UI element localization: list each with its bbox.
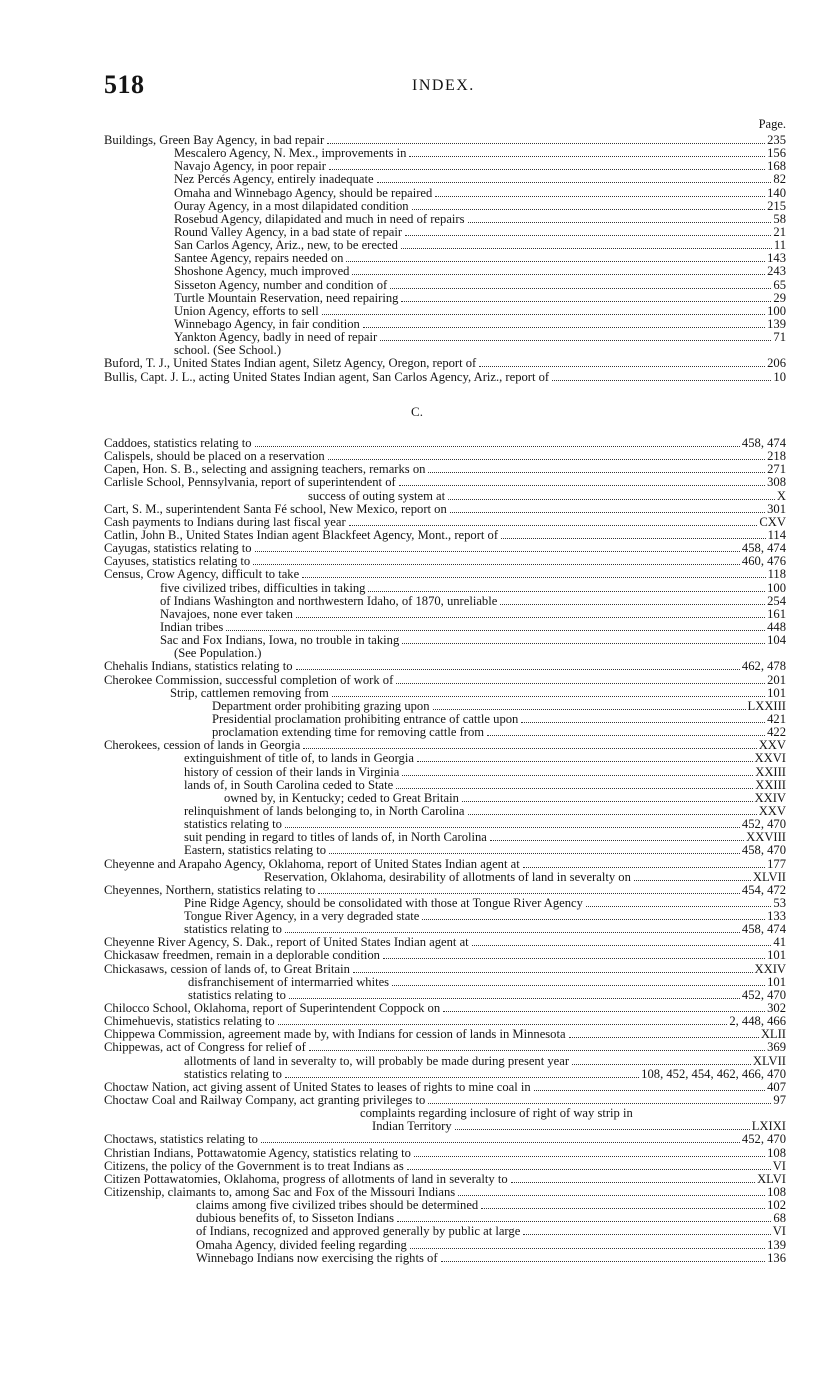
dot-leader bbox=[428, 1103, 771, 1104]
dot-leader bbox=[327, 143, 765, 144]
entry-text: history of cession of their lands in Virginia bbox=[184, 764, 400, 779]
entry-page-ref: 271 bbox=[767, 462, 786, 477]
entry-page-ref: 454, 472 bbox=[741, 882, 786, 897]
entry-text: Mescalero Agency, N. Mex., improvements in bbox=[174, 146, 407, 161]
dot-leader bbox=[226, 630, 765, 631]
dot-leader bbox=[399, 485, 765, 486]
entry-page-ref: 82 bbox=[773, 172, 786, 187]
entry-page-ref: 235 bbox=[767, 133, 786, 147]
index-entry bbox=[104, 503, 786, 516]
entry-text: extinguishment of title of, to lands in Georgia bbox=[184, 751, 414, 766]
entry-text: Caddoes, statistics relating to bbox=[104, 436, 252, 450]
dot-leader bbox=[332, 696, 765, 697]
dot-leader bbox=[255, 446, 740, 447]
index-entry bbox=[104, 792, 786, 805]
index-entry bbox=[104, 1147, 786, 1160]
entry-page-ref: XXV bbox=[758, 738, 786, 753]
entry-page-ref: 452, 470 bbox=[741, 817, 786, 832]
entry-text: Citizens, the policy of the Government is to treat Indians as bbox=[104, 1158, 404, 1173]
entry-page-ref: XXVIII bbox=[746, 830, 786, 845]
entry-text: statistics relating to bbox=[188, 987, 286, 1002]
entry-page-ref: 206 bbox=[767, 356, 786, 371]
dot-leader bbox=[468, 222, 772, 223]
entry-page-ref: 168 bbox=[767, 159, 786, 174]
entry-page-ref: 458, 474 bbox=[741, 541, 786, 556]
index-entry bbox=[104, 963, 786, 976]
dot-leader bbox=[349, 525, 758, 526]
dot-leader bbox=[303, 748, 756, 749]
entry-page-ref: 161 bbox=[767, 606, 786, 621]
entry-text: Rosebud Agency, dilapidated and much in need of repairs bbox=[174, 211, 465, 226]
index-entry bbox=[104, 213, 786, 226]
dot-leader bbox=[285, 932, 740, 933]
entry-page-ref: 462, 478 bbox=[741, 659, 786, 674]
entry-text: Nez Percés Agency, entirely inadequate bbox=[174, 172, 374, 187]
entry-text: Reservation, Oklahoma, desirability of allotments of land in severalty on bbox=[264, 869, 631, 884]
index-entry bbox=[104, 1068, 786, 1081]
entry-text: Choctaw Coal and Railway Company, act granting privileges to bbox=[104, 1093, 426, 1108]
entry-page-ref: 448 bbox=[767, 619, 786, 634]
entry-page-ref: 100 bbox=[767, 303, 786, 318]
entry-text: San Carlos Agency, Ariz., new, to be erected bbox=[174, 238, 398, 253]
index-entry bbox=[104, 858, 786, 871]
index-entry bbox=[104, 292, 786, 305]
entry-page-ref: XXV bbox=[758, 803, 786, 818]
entry-page-ref: 218 bbox=[767, 449, 786, 464]
entry-page-ref: 100 bbox=[767, 580, 786, 595]
entry-text: allotments of land in severalty to, will probably be made during present year bbox=[184, 1053, 570, 1068]
entry-page-ref: 29 bbox=[773, 290, 786, 305]
entry-text: Cayuses, statistics relating to bbox=[104, 554, 251, 569]
entry-text: Census, Crow Agency, difficult to take bbox=[104, 567, 300, 582]
index-entry bbox=[104, 371, 786, 384]
entry-page-ref: 452, 470 bbox=[741, 1132, 786, 1147]
dot-leader bbox=[353, 972, 753, 973]
dot-leader bbox=[296, 669, 740, 670]
entry-text: Sisseton Agency, number and condition of bbox=[174, 277, 388, 292]
entry-page-ref: 301 bbox=[767, 501, 786, 516]
entry-text: Chilocco School, Oklahoma, report of Superintendent Coppock on bbox=[104, 1001, 441, 1016]
page-column-label: Page. bbox=[758, 117, 786, 131]
dot-leader bbox=[572, 1064, 751, 1065]
entry-page-ref: XXIV bbox=[754, 961, 786, 976]
entry-text: Navajoes, none ever taken bbox=[160, 606, 293, 621]
index-entry bbox=[104, 949, 786, 962]
dot-leader bbox=[352, 274, 765, 275]
entry-page-ref: 58 bbox=[773, 211, 786, 226]
dot-leader bbox=[285, 827, 740, 828]
index-entry bbox=[104, 871, 786, 884]
dot-leader bbox=[318, 893, 740, 894]
entry-page-ref: 11 bbox=[773, 238, 786, 253]
dot-leader bbox=[412, 209, 766, 210]
entry-page-ref: 97 bbox=[773, 1093, 786, 1108]
entry-text: Chippewas, act of Congress for relief of bbox=[104, 1040, 306, 1055]
entry-page-ref: 101 bbox=[767, 685, 786, 700]
entry-text: (See Population.) bbox=[174, 646, 262, 661]
entry-text: Cayugas, statistics relating to bbox=[104, 541, 252, 556]
index-entry bbox=[104, 660, 786, 673]
entry-text: Winnebago Indians now exercising the rights of bbox=[196, 1250, 438, 1265]
entry-page-ref: 302 bbox=[767, 1001, 786, 1016]
dot-leader bbox=[634, 880, 751, 881]
entry-page-ref: 118 bbox=[767, 567, 786, 582]
dot-leader bbox=[278, 1024, 728, 1025]
dot-leader bbox=[329, 853, 740, 854]
entry-page-ref: LXXIII bbox=[747, 698, 786, 713]
entry-page-ref: 369 bbox=[767, 1040, 786, 1055]
index-entry bbox=[104, 265, 786, 278]
entry-text: lands of, in South Carolina ceded to State bbox=[184, 777, 394, 792]
entry-text: Santee Agency, repairs needed on bbox=[174, 251, 344, 266]
entry-page-ref: 65 bbox=[773, 277, 786, 292]
dot-leader bbox=[289, 998, 740, 999]
entry-text: Choctaw Nation, act giving assent of United States to leases of rights to mine coal in bbox=[104, 1079, 531, 1094]
entry-text: Cherokees, cession of lands in Georgia bbox=[104, 738, 301, 753]
dot-leader bbox=[501, 538, 766, 539]
dot-leader bbox=[586, 906, 772, 907]
entry-page-ref: 101 bbox=[767, 974, 786, 989]
dot-leader bbox=[417, 761, 753, 762]
entry-page-ref: XLVII bbox=[752, 1053, 786, 1068]
index-entry bbox=[104, 568, 786, 581]
entry-text: disfranchisement of intermarried whites bbox=[188, 974, 390, 989]
entry-page-ref: 71 bbox=[773, 330, 786, 345]
index-entry bbox=[104, 608, 786, 621]
entry-page-ref: VI bbox=[772, 1224, 786, 1239]
entry-text: Presidential proclamation prohibiting entrance of cattle upon bbox=[212, 711, 519, 726]
dot-leader bbox=[441, 1261, 766, 1262]
index-entry bbox=[104, 200, 786, 213]
index-entry bbox=[104, 305, 786, 318]
dot-leader bbox=[346, 261, 765, 262]
entry-page-ref: 460, 476 bbox=[741, 554, 786, 569]
index-entry bbox=[104, 1133, 786, 1146]
entry-page-ref: 452, 470 bbox=[741, 987, 786, 1002]
entry-text: complaints regarding inclosure of right of way strip in bbox=[360, 1106, 633, 1121]
entry-text: Bullis, Capt. J. L., acting United States Indian agent, San Carlos Agency, Ariz., report of bbox=[104, 369, 550, 384]
entry-text: Capen, Hon. S. B., selecting and assigning teachers, remarks on bbox=[104, 462, 426, 477]
entry-text: Buford, T. J., United States Indian agent, Siletz Agency, Oregon, report of bbox=[104, 356, 477, 371]
entry-page-ref: 136 bbox=[767, 1250, 786, 1265]
entry-page-ref: 215 bbox=[767, 198, 786, 213]
entry-page-ref: 104 bbox=[767, 633, 786, 648]
entry-text: Eastern, statistics relating to bbox=[184, 843, 326, 858]
dot-leader bbox=[401, 301, 771, 302]
entry-text: Omaha Agency, divided feeling regarding bbox=[196, 1237, 407, 1252]
entry-text: suit pending in regard to titles of lands of, in North Carolina bbox=[184, 830, 487, 845]
entry-text: Union Agency, efforts to sell bbox=[174, 303, 319, 318]
entry-text: Indian tribes bbox=[160, 619, 224, 634]
dot-leader bbox=[443, 1011, 765, 1012]
dot-leader bbox=[368, 591, 765, 592]
entry-page-ref: 308 bbox=[767, 475, 786, 490]
dot-leader bbox=[472, 945, 772, 946]
entry-text: Citizen Pottawatomies, Oklahoma, progress of allotments of land in severalty to bbox=[104, 1171, 508, 1186]
entry-text: Cheyenne River Agency, S. Dak., report of United States Indian agent at bbox=[104, 935, 469, 950]
dot-leader bbox=[569, 1037, 759, 1038]
dot-leader bbox=[322, 314, 765, 315]
entry-page-ref: 156 bbox=[767, 146, 786, 161]
entry-page-ref: CXV bbox=[759, 514, 786, 529]
entry-text: Christian Indians, Pottawatomie Agency, statistics relating to bbox=[104, 1145, 411, 1160]
entry-text: Shoshone Agency, much improved bbox=[174, 264, 350, 279]
index-entry bbox=[104, 976, 786, 989]
entry-text: Omaha and Winnebago Agency, should be repaired bbox=[174, 185, 433, 200]
entry-page-ref: 133 bbox=[767, 909, 786, 924]
entry-page-ref: 108 bbox=[767, 1145, 786, 1160]
entry-page-ref: X bbox=[776, 488, 786, 503]
entry-text: Chickasaw freedmen, remain in a deplorable condition bbox=[104, 948, 380, 963]
index-entry bbox=[104, 173, 786, 186]
entry-page-ref: 139 bbox=[767, 1237, 786, 1252]
entry-page-ref: 177 bbox=[767, 856, 786, 871]
dot-leader bbox=[523, 1234, 770, 1235]
entry-page-ref: XXIII bbox=[755, 764, 786, 779]
index-entry bbox=[104, 752, 786, 765]
entry-page-ref: 68 bbox=[773, 1211, 786, 1226]
entry-page-ref: 143 bbox=[767, 251, 786, 266]
dot-leader bbox=[487, 735, 765, 736]
dot-leader bbox=[329, 169, 765, 170]
index-entry bbox=[104, 595, 786, 608]
dot-leader bbox=[397, 1221, 771, 1222]
entry-text: Cash payments to Indians during last fiscal year bbox=[104, 514, 346, 529]
entry-page-ref: 422 bbox=[767, 725, 786, 740]
index-entry bbox=[104, 490, 786, 503]
dot-leader bbox=[490, 840, 744, 841]
entry-page-ref: XXIV bbox=[754, 790, 786, 805]
entry-page-ref: 458, 470 bbox=[741, 843, 786, 858]
entry-text: Tongue River Agency, in a very degraded state bbox=[184, 909, 420, 924]
dot-leader bbox=[468, 814, 757, 815]
entry-text: Round Valley Agency, in a bad state of repair bbox=[174, 224, 403, 239]
dot-leader bbox=[448, 499, 775, 500]
entry-text: owned by, in Kentucky; ceded to Great Britain bbox=[224, 790, 459, 805]
entry-text: Turtle Mountain Reservation, need repairing bbox=[174, 290, 399, 305]
entry-page-ref: XLII bbox=[760, 1027, 786, 1042]
dot-leader bbox=[414, 1156, 765, 1157]
entry-page-ref: XXIII bbox=[755, 777, 786, 792]
dot-leader bbox=[511, 1182, 755, 1183]
index-entry bbox=[104, 884, 786, 897]
dot-leader bbox=[401, 248, 772, 249]
dot-leader bbox=[405, 235, 771, 236]
index-entry bbox=[104, 844, 786, 857]
entry-text: Department order prohibiting grazing upon bbox=[212, 698, 430, 713]
dot-leader bbox=[407, 1169, 771, 1170]
entry-page-ref: 108, 452, 454, 462, 466, 470 bbox=[641, 1066, 786, 1081]
index-section-b bbox=[104, 134, 786, 384]
index-entry bbox=[104, 1252, 786, 1265]
index-entry bbox=[104, 779, 786, 792]
entry-text: Cheyenne and Arapaho Agency, Oklahoma, report of United States Indian agent at bbox=[104, 856, 520, 871]
dot-leader bbox=[261, 1142, 740, 1143]
index-entry bbox=[104, 1239, 786, 1252]
entry-page-ref: 114 bbox=[767, 527, 786, 542]
dot-leader bbox=[534, 1090, 765, 1091]
dot-leader bbox=[479, 366, 765, 367]
index-entry bbox=[104, 187, 786, 200]
dot-leader bbox=[422, 919, 765, 920]
entry-text: Chickasaws, cession of lands of, to Great Britain bbox=[104, 961, 350, 976]
dot-leader bbox=[428, 472, 765, 473]
dot-leader bbox=[523, 867, 765, 868]
entry-page-ref: XLVII bbox=[752, 869, 786, 884]
entry-text: Chippewa Commission, agreement made by, with Indians for cession of lands in Minnesota bbox=[104, 1027, 566, 1042]
dot-leader bbox=[433, 709, 746, 710]
entry-text: Sac and Fox Indians, Iowa, no trouble in taking bbox=[160, 633, 400, 648]
dot-leader bbox=[392, 985, 765, 986]
entry-text: Buildings, Green Bay Agency, in bad repair bbox=[104, 133, 325, 147]
entry-page-ref: 421 bbox=[767, 711, 786, 726]
page-number: 518 bbox=[104, 70, 145, 99]
entry-page-ref: VI bbox=[772, 1158, 786, 1173]
dot-leader bbox=[363, 327, 765, 328]
dot-leader bbox=[410, 1248, 765, 1249]
entry-page-ref: 101 bbox=[767, 948, 786, 963]
entry-page-ref: 102 bbox=[767, 1198, 786, 1213]
entry-text: Catlin, John B., United States Indian agent Blackfeet Agency, Mont., report of bbox=[104, 527, 499, 542]
running-head: INDEX. bbox=[412, 77, 475, 94]
entry-text: school. (See School.) bbox=[174, 343, 282, 358]
dot-leader bbox=[380, 340, 771, 341]
entry-text: Winnebago Agency, in fair condition bbox=[174, 316, 360, 331]
entry-page-ref: 139 bbox=[767, 316, 786, 331]
index-entry bbox=[104, 1160, 786, 1173]
entry-text: Chimehuevis, statistics relating to bbox=[104, 1014, 275, 1029]
entry-page-ref: XXVI bbox=[754, 751, 786, 766]
dot-leader bbox=[435, 196, 765, 197]
dot-leader bbox=[409, 156, 765, 157]
entry-text: Pine Ridge Agency, should be consolidated with those at Tongue River Agency bbox=[184, 895, 583, 910]
entry-page-ref: 21 bbox=[773, 224, 786, 239]
index-entry bbox=[104, 582, 786, 595]
entry-text: success of outing system at bbox=[308, 488, 446, 503]
dot-leader bbox=[500, 604, 765, 605]
entry-text: five civilized tribes, difficulties in taking bbox=[160, 580, 366, 595]
dot-leader bbox=[309, 1050, 765, 1051]
entry-text: Cherokee Commission, successful completion of work of bbox=[104, 672, 394, 687]
index-entry bbox=[104, 1225, 786, 1238]
entry-text: Strip, cattlemen removing from bbox=[170, 685, 329, 700]
dot-leader bbox=[552, 380, 771, 381]
entry-text: statistics relating to bbox=[184, 1066, 282, 1081]
entry-text: Navajo Agency, in poor repair bbox=[174, 159, 327, 174]
dot-leader bbox=[481, 1208, 765, 1209]
dot-leader bbox=[328, 459, 765, 460]
dot-leader bbox=[255, 551, 740, 552]
dot-leader bbox=[253, 564, 740, 565]
dot-leader bbox=[402, 775, 753, 776]
entry-page-ref: 201 bbox=[767, 672, 786, 687]
entry-text: Indian Territory bbox=[372, 1119, 452, 1134]
dot-leader bbox=[383, 958, 765, 959]
dot-leader bbox=[462, 801, 753, 802]
dot-leader bbox=[390, 288, 771, 289]
index-entry bbox=[104, 1041, 786, 1054]
entry-page-ref: 108 bbox=[767, 1185, 786, 1200]
index-entry bbox=[104, 357, 786, 370]
entry-page-ref: 243 bbox=[767, 264, 786, 279]
index-entry bbox=[104, 687, 786, 700]
dot-leader bbox=[450, 512, 765, 513]
index-section-c bbox=[104, 437, 786, 1265]
dot-leader bbox=[455, 1129, 750, 1130]
index-entry bbox=[104, 476, 786, 489]
entry-page-ref: 2, 448, 466 bbox=[729, 1014, 786, 1029]
index-entry bbox=[104, 1055, 786, 1068]
entry-page-ref: LXIXI bbox=[751, 1119, 786, 1134]
section-letter-c: C. bbox=[411, 404, 423, 419]
entry-text: relinquishment of lands belonging to, in North Carolina bbox=[184, 803, 465, 818]
entry-page-ref: 10 bbox=[773, 369, 786, 384]
dot-leader bbox=[296, 617, 765, 618]
dot-leader bbox=[285, 1077, 639, 1078]
entry-page-ref: 140 bbox=[767, 185, 786, 200]
entry-text: claims among five civilized tribes should be determined bbox=[196, 1198, 479, 1213]
index-entry bbox=[104, 700, 786, 713]
index-entry bbox=[104, 279, 786, 292]
entry-page-ref: 407 bbox=[767, 1079, 786, 1094]
entry-text: Chehalis Indians, statistics relating to bbox=[104, 659, 293, 674]
entry-page-ref: 41 bbox=[773, 935, 786, 950]
entry-text: Cart, S. M., superintendent Santa Fé school, New Mexico, report on bbox=[104, 501, 447, 516]
entry-page-ref: 458, 474 bbox=[741, 436, 786, 450]
entry-text: Choctaws, statistics relating to bbox=[104, 1132, 258, 1147]
dot-leader bbox=[377, 182, 772, 183]
index-entry bbox=[104, 674, 786, 687]
entry-text: Calispels, should be placed on a reservation bbox=[104, 449, 325, 464]
dot-leader bbox=[396, 788, 753, 789]
entry-text: of Indians, recognized and approved generally by public at large bbox=[196, 1224, 521, 1239]
entry-text: dubious benefits of, to Sisseton Indians bbox=[196, 1211, 394, 1226]
entry-page-ref: XLVI bbox=[757, 1171, 786, 1186]
entry-text: Ouray Agency, in a most dilapidated condition bbox=[174, 198, 409, 213]
index-entry bbox=[104, 516, 786, 529]
entry-page-ref: 53 bbox=[773, 895, 786, 910]
dot-leader bbox=[521, 722, 765, 723]
entry-text: Citizenship, claimants to, among Sac and Fox of the Missouri Indians bbox=[104, 1185, 456, 1200]
entry-text: Cheyennes, Northern, statistics relating to bbox=[104, 882, 316, 897]
entry-page-ref: 458, 474 bbox=[741, 922, 786, 937]
index-entry bbox=[104, 766, 786, 779]
entry-text: Carlisle School, Pennsylvania, report of superintendent of bbox=[104, 475, 396, 490]
entry-text: statistics relating to bbox=[184, 817, 282, 832]
dot-leader bbox=[302, 577, 765, 578]
entry-text: statistics relating to bbox=[184, 922, 282, 937]
dot-leader bbox=[396, 683, 765, 684]
entry-page-ref: 254 bbox=[767, 593, 786, 608]
dot-leader bbox=[402, 643, 765, 644]
entry-text: Yankton Agency, badly in need of repair bbox=[174, 330, 378, 345]
entry-text: proclamation extending time for removing cattle from bbox=[212, 725, 485, 740]
dot-leader bbox=[458, 1195, 765, 1196]
entry-text: of Indians Washington and northwestern Idaho, of 1870, unreliable bbox=[160, 593, 498, 608]
